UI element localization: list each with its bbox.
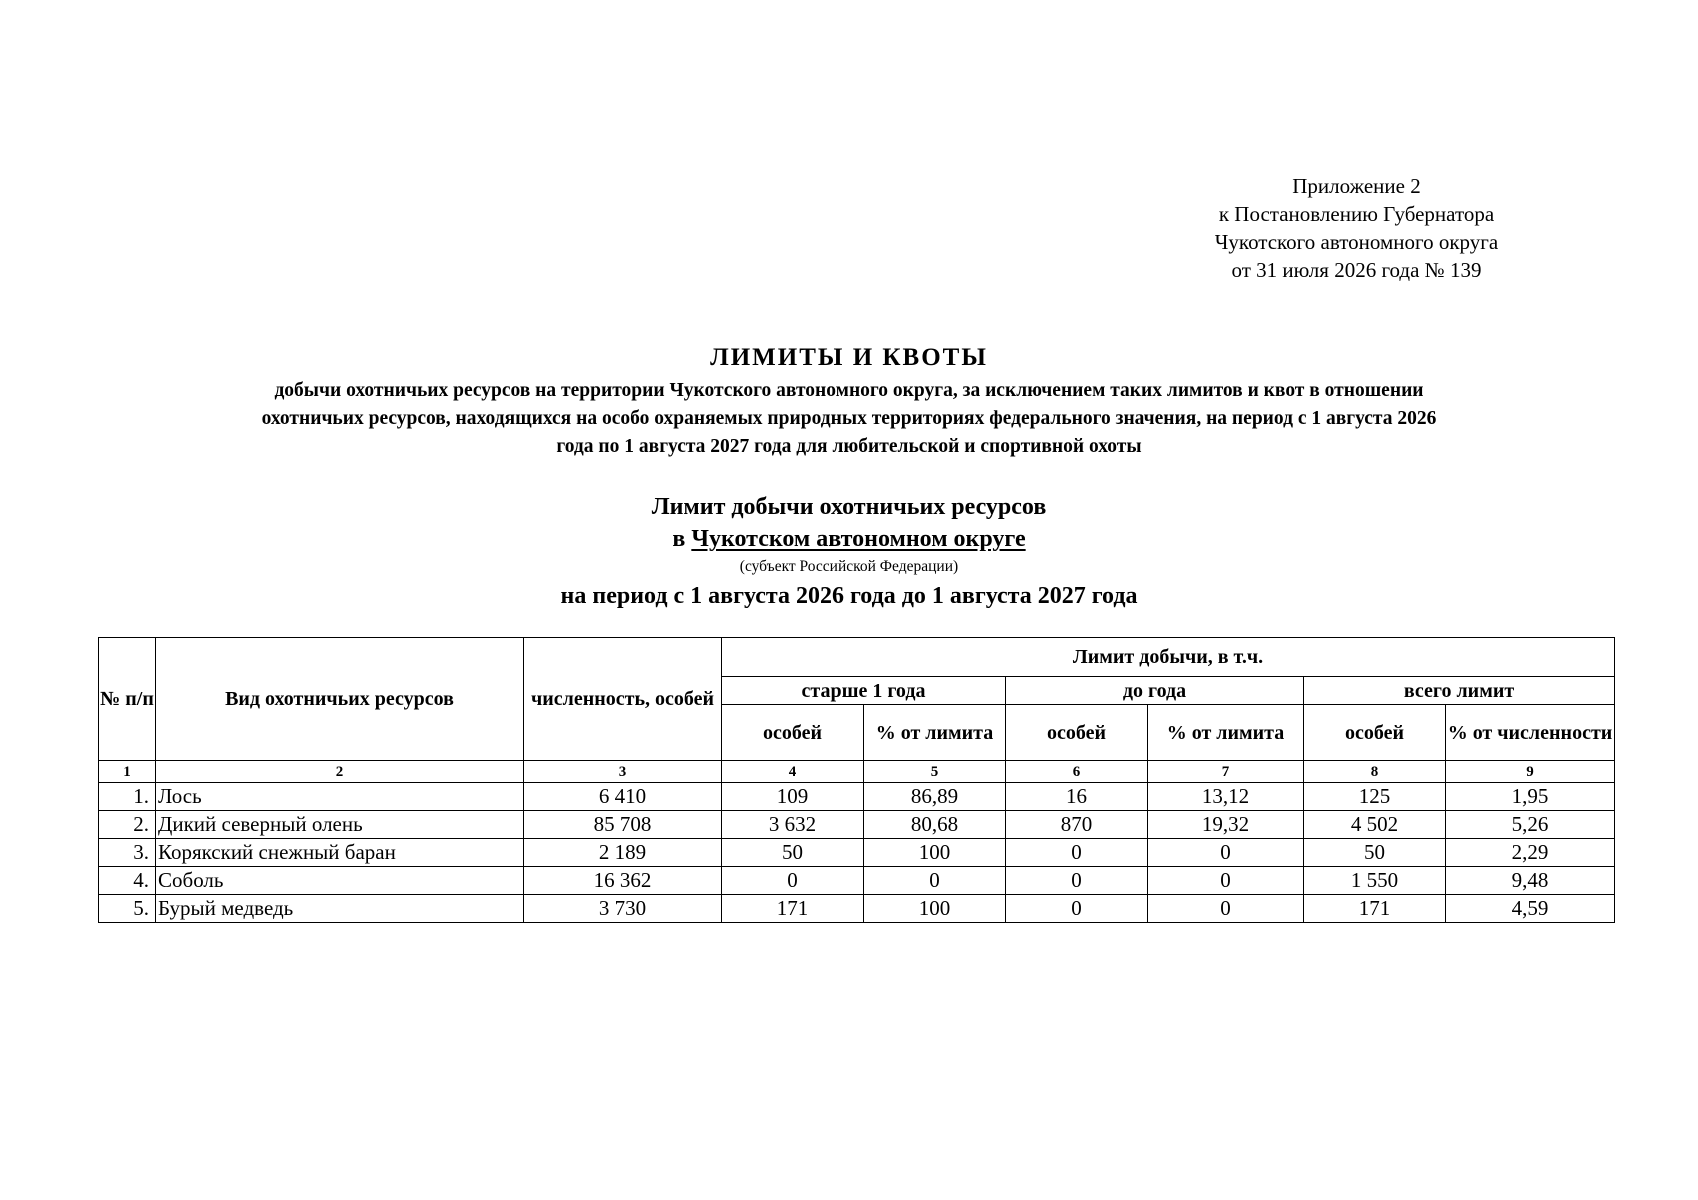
cell-total-pct: 5,26: [1446, 811, 1615, 839]
header-older: старше 1 года: [722, 677, 1006, 705]
cell-population: 3 730: [524, 895, 722, 923]
cell-species: Корякский снежный баран: [156, 839, 524, 867]
column-number: 6: [1006, 761, 1148, 783]
cell-num: 2.: [99, 811, 156, 839]
document-subtitle: [100, 377, 1598, 461]
cell-young-count: 0: [1006, 867, 1148, 895]
cell-older-count: 3 632: [722, 811, 864, 839]
cell-young-count: 16: [1006, 783, 1148, 811]
column-number: 8: [1304, 761, 1446, 783]
cell-young-pct: 13,12: [1148, 783, 1304, 811]
cell-total-pct: 9,48: [1446, 867, 1615, 895]
cell-total-pct: 2,29: [1446, 839, 1615, 867]
cell-total-pct: 1,95: [1446, 783, 1615, 811]
appendix-line: Чукотского автономного округа: [1214, 230, 1499, 254]
cell-population: 6 410: [524, 783, 722, 811]
header-total-pct: % от численности: [1446, 705, 1615, 761]
cell-total-count: 171: [1304, 895, 1446, 923]
column-number: 1: [99, 761, 156, 783]
header-total: всего лимит: [1304, 677, 1615, 705]
cell-young-pct: 0: [1148, 839, 1304, 867]
document-title: ЛИМИТЫ И КВОТЫ: [710, 344, 988, 371]
table-row: [99, 783, 1615, 811]
appendix-line: к Постановлению Губернатора: [1218, 202, 1495, 226]
column-number: 4: [722, 761, 864, 783]
column-number: 5: [864, 761, 1006, 783]
cell-young-pct: 19,32: [1148, 811, 1304, 839]
cell-older-pct: 100: [864, 839, 1006, 867]
table-row: [99, 895, 1615, 923]
cell-young-pct: 0: [1148, 895, 1304, 923]
cell-older-count: 109: [722, 783, 864, 811]
cell-older-pct: 80,68: [864, 811, 1006, 839]
cell-total-count: 4 502: [1304, 811, 1446, 839]
cell-total-pct: 4,59: [1446, 895, 1615, 923]
header-limit: Лимит добычи, в т.ч.: [722, 638, 1615, 677]
header-young: до года: [1006, 677, 1304, 705]
column-number: 3: [524, 761, 722, 783]
header-young-count: особей: [1006, 705, 1148, 761]
cell-total-count: 50: [1304, 839, 1446, 867]
region-note: (субъект Российской Федерации): [739, 558, 959, 575]
cell-num: 3.: [99, 839, 156, 867]
cell-young-pct: 0: [1148, 867, 1304, 895]
header-older-pct: % от лимита: [864, 705, 1006, 761]
cell-young-count: 0: [1006, 895, 1148, 923]
cell-population: 2 189: [524, 839, 722, 867]
cell-older-count: 171: [722, 895, 864, 923]
cell-species: Бурый медведь: [156, 895, 524, 923]
cell-num: 1.: [99, 783, 156, 811]
cell-total-count: 125: [1304, 783, 1446, 811]
column-number: 9: [1446, 761, 1615, 783]
limits-table: [98, 637, 1615, 923]
header-young-pct: % от лимита: [1148, 705, 1304, 761]
cell-species: Лось: [156, 783, 524, 811]
region-name: Чукотском автономном округе: [691, 526, 1026, 552]
region-prefix: в: [672, 526, 692, 552]
cell-young-count: 0: [1006, 839, 1148, 867]
cell-older-pct: 0: [864, 867, 1006, 895]
subtitle-line: года по 1 августа 2027 года для любительской и спортивной охоты: [556, 436, 1142, 457]
cell-older-pct: 86,89: [864, 783, 1006, 811]
appendix-line: Приложение 2: [1292, 174, 1421, 198]
table-row: [99, 839, 1615, 867]
cell-species: Соболь: [156, 867, 524, 895]
appendix-line: от 31 июля 2026 года № 139: [1231, 258, 1482, 282]
cell-population: 16 362: [524, 867, 722, 895]
table-row: [99, 811, 1615, 839]
header-older-count: особей: [722, 705, 864, 761]
section-region-line: [0, 526, 1698, 553]
section-title: Лимит добычи охотничьих ресурсов: [651, 494, 1047, 520]
header-total-count: особей: [1304, 705, 1446, 761]
cell-num: 4.: [99, 867, 156, 895]
cell-species: Дикий северный олень: [156, 811, 524, 839]
cell-young-count: 870: [1006, 811, 1148, 839]
appendix-block: [1178, 172, 1535, 284]
header-population: численность, особей: [524, 638, 722, 761]
cell-older-count: 50: [722, 839, 864, 867]
cell-older-count: 0: [722, 867, 864, 895]
cell-older-pct: 100: [864, 895, 1006, 923]
subtitle-line: добычи охотничьих ресурсов на территории Чукотского автономного округа, за исключением таких лимитов и квот в отношении: [274, 380, 1424, 401]
header-species: Вид охотничьих ресурсов: [156, 638, 524, 761]
subtitle-line: охотничьих ресурсов, находящихся на особо охраняемых природных территориях федерального значения, на период с 1 августа 2026: [261, 408, 1437, 429]
cell-num: 5.: [99, 895, 156, 923]
column-number: 7: [1148, 761, 1304, 783]
section-period: на период с 1 августа 2026 года до 1 августа 2027 года: [560, 583, 1138, 609]
header-num: № п/п: [99, 638, 156, 761]
table-row: [99, 867, 1615, 895]
cell-population: 85 708: [524, 811, 722, 839]
column-number: 2: [156, 761, 524, 783]
cell-total-count: 1 550: [1304, 867, 1446, 895]
